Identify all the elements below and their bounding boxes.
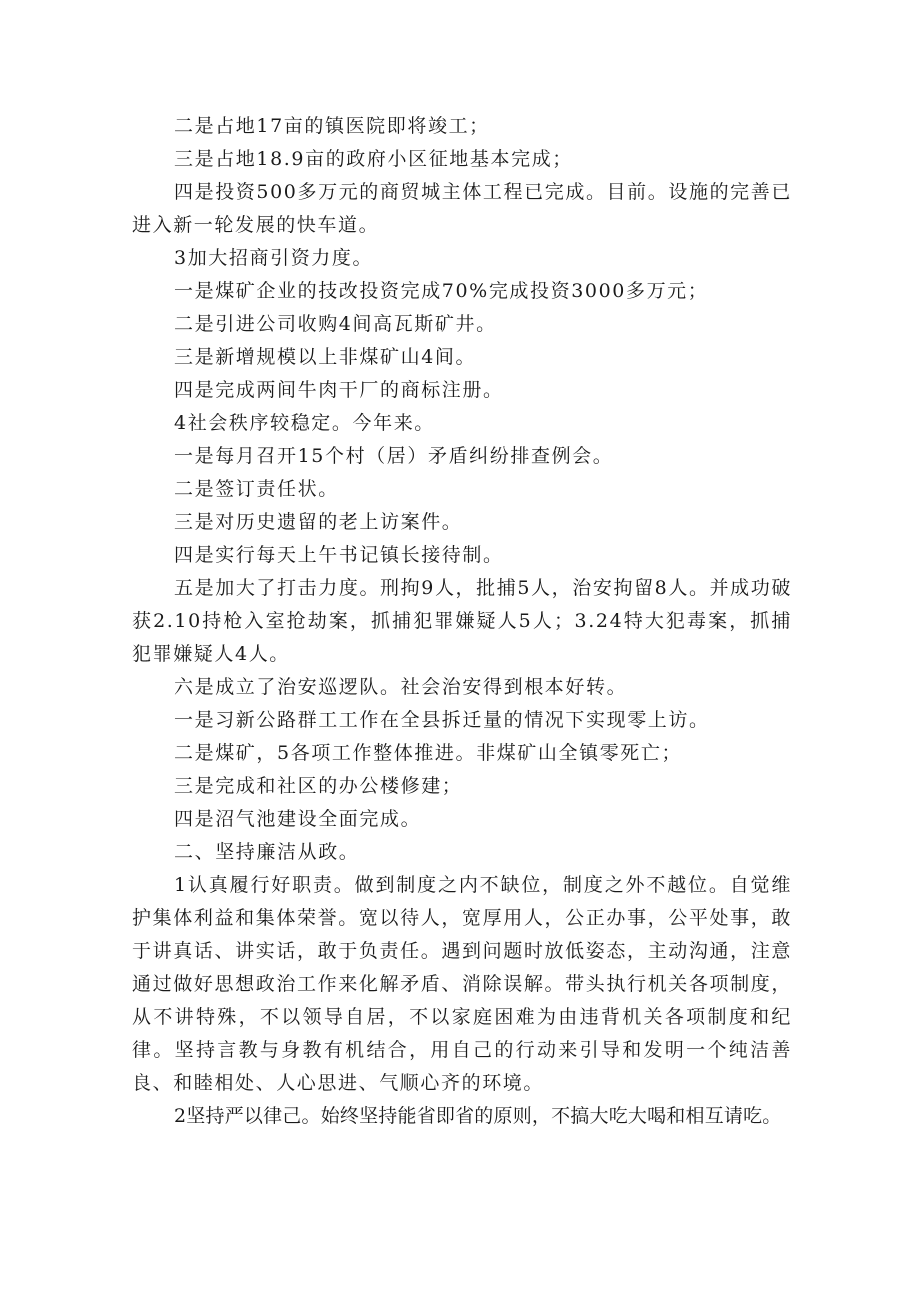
paragraph: 三是新增规模以上非煤矿山4间。 (174, 346, 477, 368)
paragraph: 三是占地18.9亩的政府小区征地基本完成； (174, 148, 573, 170)
paragraph: 2坚持严以律己。始终坚持能省即省的原则，不搞大吃大喝和相互请吃。 (174, 1105, 782, 1127)
paragraph: 六是成立了治安巡逻队。社会治安得到根本好转。 (174, 676, 628, 698)
paragraph: 3加大招商引资力度。 (174, 247, 374, 269)
paragraph: 二是煤矿，5各项工作整体推进。非煤矿山全镇零死亡； (174, 742, 683, 764)
paragraph: 一是习新公路群工工作在全县拆迁量的情况下实现零上访。 (174, 709, 710, 731)
paragraph: 一是每月召开15个村（居）矛盾纠纷排查例会。 (174, 445, 614, 467)
paragraph: 三是完成和社区的办公楼修建； (174, 775, 463, 797)
paragraph: 一是煤矿企业的技改投资完成70%完成投资3000多万元； (174, 280, 709, 302)
paragraph: 二是引进公司收购4间高瓦斯矿井。 (174, 313, 497, 335)
paragraph: 四是完成两间牛肉干厂的商标注册。 (174, 379, 504, 401)
paragraph: 四是实行每天上午书记镇长接待制。 (174, 544, 504, 566)
paragraph: 4社会秩序较稳定。今年来。 (174, 412, 435, 434)
document-body (132, 110, 792, 1133)
paragraph: 四是投资500多万元的商贸城主体工程已完成。目前。设施的完善已进入新一轮发展的快车道。 (132, 181, 792, 236)
paragraph: 二是占地17亩的镇医院即将竣工； (174, 115, 490, 137)
paragraph: 1认真履行好职责。做到制度之内不缺位，制度之外不越位。自觉维护集体利益和集体荣誉。宽以待人，宽厚用人，公正办事，公平处事，敢于讲真话、讲实话，敢于负责任。遇到问题时放低姿态，主动沟通，注意通过做好思想政治工作来化解矛盾、消除误解。带头执行机关各项制度，从不讲特殊，不以领导自居，不以家庭困难为由违背机关各项制度和纪律。坚持言教与身教有机结合，用自己的行动来引导和发明一个纯洁善良、和睦相处、人心思进、气顺心齐的环境。 (132, 874, 792, 1094)
section-heading: 二、坚持廉洁从政。 (174, 841, 360, 863)
paragraph: 二是签订责任状。 (174, 478, 339, 500)
paragraph: 三是对历史遗留的老上访案件。 (174, 511, 463, 533)
paragraph: 四是沼气池建设全面完成。 (174, 808, 422, 830)
paragraph: 五是加大了打击力度。刑拘9人，批捕5人，治安拘留8人。并成功破获2.10持枪入室抢劫案，抓捕犯罪嫌疑人5人；3.24特大犯毒案，抓捕犯罪嫌疑人4人。 (132, 577, 792, 665)
